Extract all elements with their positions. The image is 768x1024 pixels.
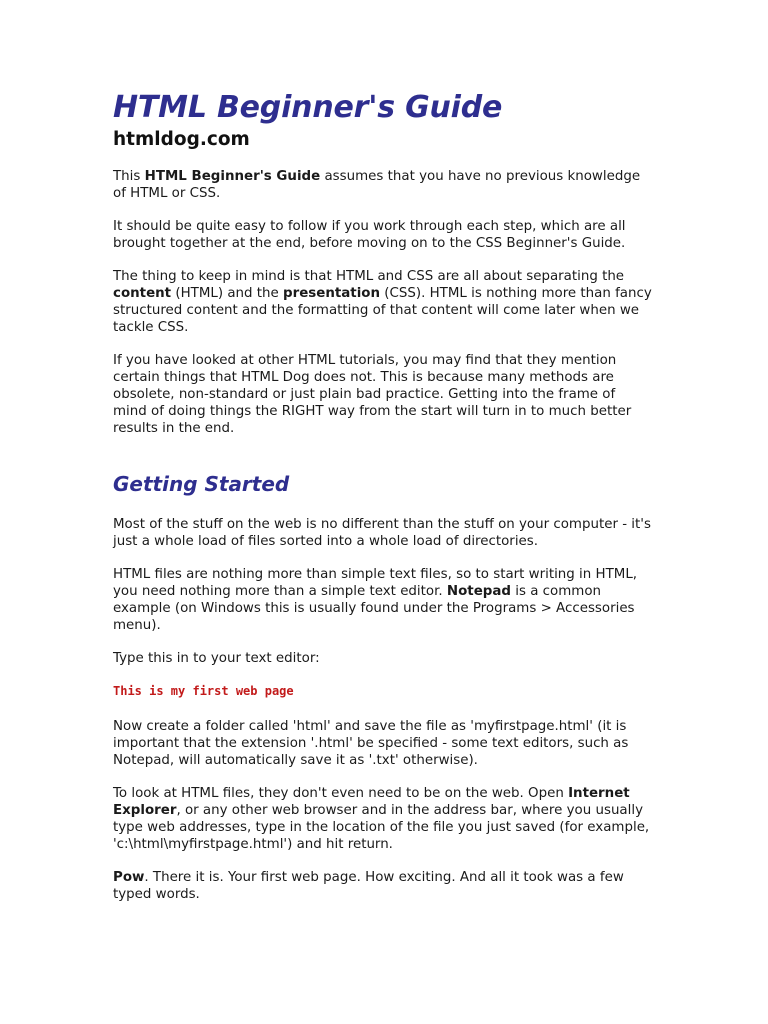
intro-paragraph-1 [113,168,653,202]
bold-text: Pow [113,870,145,885]
text-run: This [113,169,145,184]
section-heading-getting-started: Getting Started [113,472,290,496]
getting-started-paragraph-4: Now create a folder called 'html' and save the file as 'myfirstpage.html' (it is important that the extension '.html' be specified - some text editors, such as Notepad, will automatically save it as '.txt' otherwise). [113,719,629,768]
text-run: (HTML) and the [171,286,283,301]
bold-text: presentation [283,286,381,301]
text-run: (CSS). HTML is nothing more than fancy structured content and the formatting of that content will come later when we tackle CSS. [113,286,652,335]
text-run: The thing to keep in mind is that HTML and CSS are all about separating the [113,269,625,284]
bold-text: Internet Explorer [113,786,630,818]
intro-paragraph-3 [113,268,653,336]
text-run: To look at HTML files, they don't even need to be on the web. Open [113,786,569,801]
intro-paragraph-4: If you have looked at other HTML tutorials, you may find that they mention certain things that HTML Dog does not. This is because many methods are obsolete, non-standard or just plain bad practice. Getting into the frame of mind of doing things the RIGHT way from the start will turn in to much better results in the end. [113,353,632,436]
text-run: , or any other web browser and in the address bar, where you usually type web addresses, type in the location of the file you just saved (for example, 'c:\html\myfirstpage.html') and hit return. [113,803,650,852]
text-run: . There it is. Your first web page. How exciting. And all it took was a few typed words. [113,870,624,902]
text-run: assumes that you have no previous knowledge of HTML or CSS. [113,169,641,201]
code-example: This is my first web page [113,684,294,698]
bold-text: Notepad [446,584,511,599]
getting-started-paragraph-1: Most of the stuff on the web is no different than the stuff on your computer - it's just a whole load of files sorted into a whole load of directories. [113,517,651,549]
text-run: is a common example (on Windows this is usually found under the Programs > Accessories menu). [113,584,635,633]
intro-paragraph-2: It should be quite easy to follow if you work through each step, which are all brought together at the end, before moving on to the CSS Beginner's Guide. [113,219,626,251]
page-subtitle: htmldog.com [113,129,250,150]
getting-started-paragraph-2 [113,566,653,634]
document-page [113,88,653,919]
page-title: HTML Beginner's Guide [113,90,503,125]
getting-started-paragraph-5 [113,785,653,853]
getting-started-paragraph-6 [113,869,653,903]
bold-text: HTML Beginner's Guide [144,169,321,184]
getting-started-paragraph-3: Type this in to your text editor: [113,651,320,666]
bold-text: content [113,286,172,301]
text-run: HTML files are nothing more than simple text files, so to start writing in HTML, you need nothing more than a simple text editor. [113,567,638,599]
